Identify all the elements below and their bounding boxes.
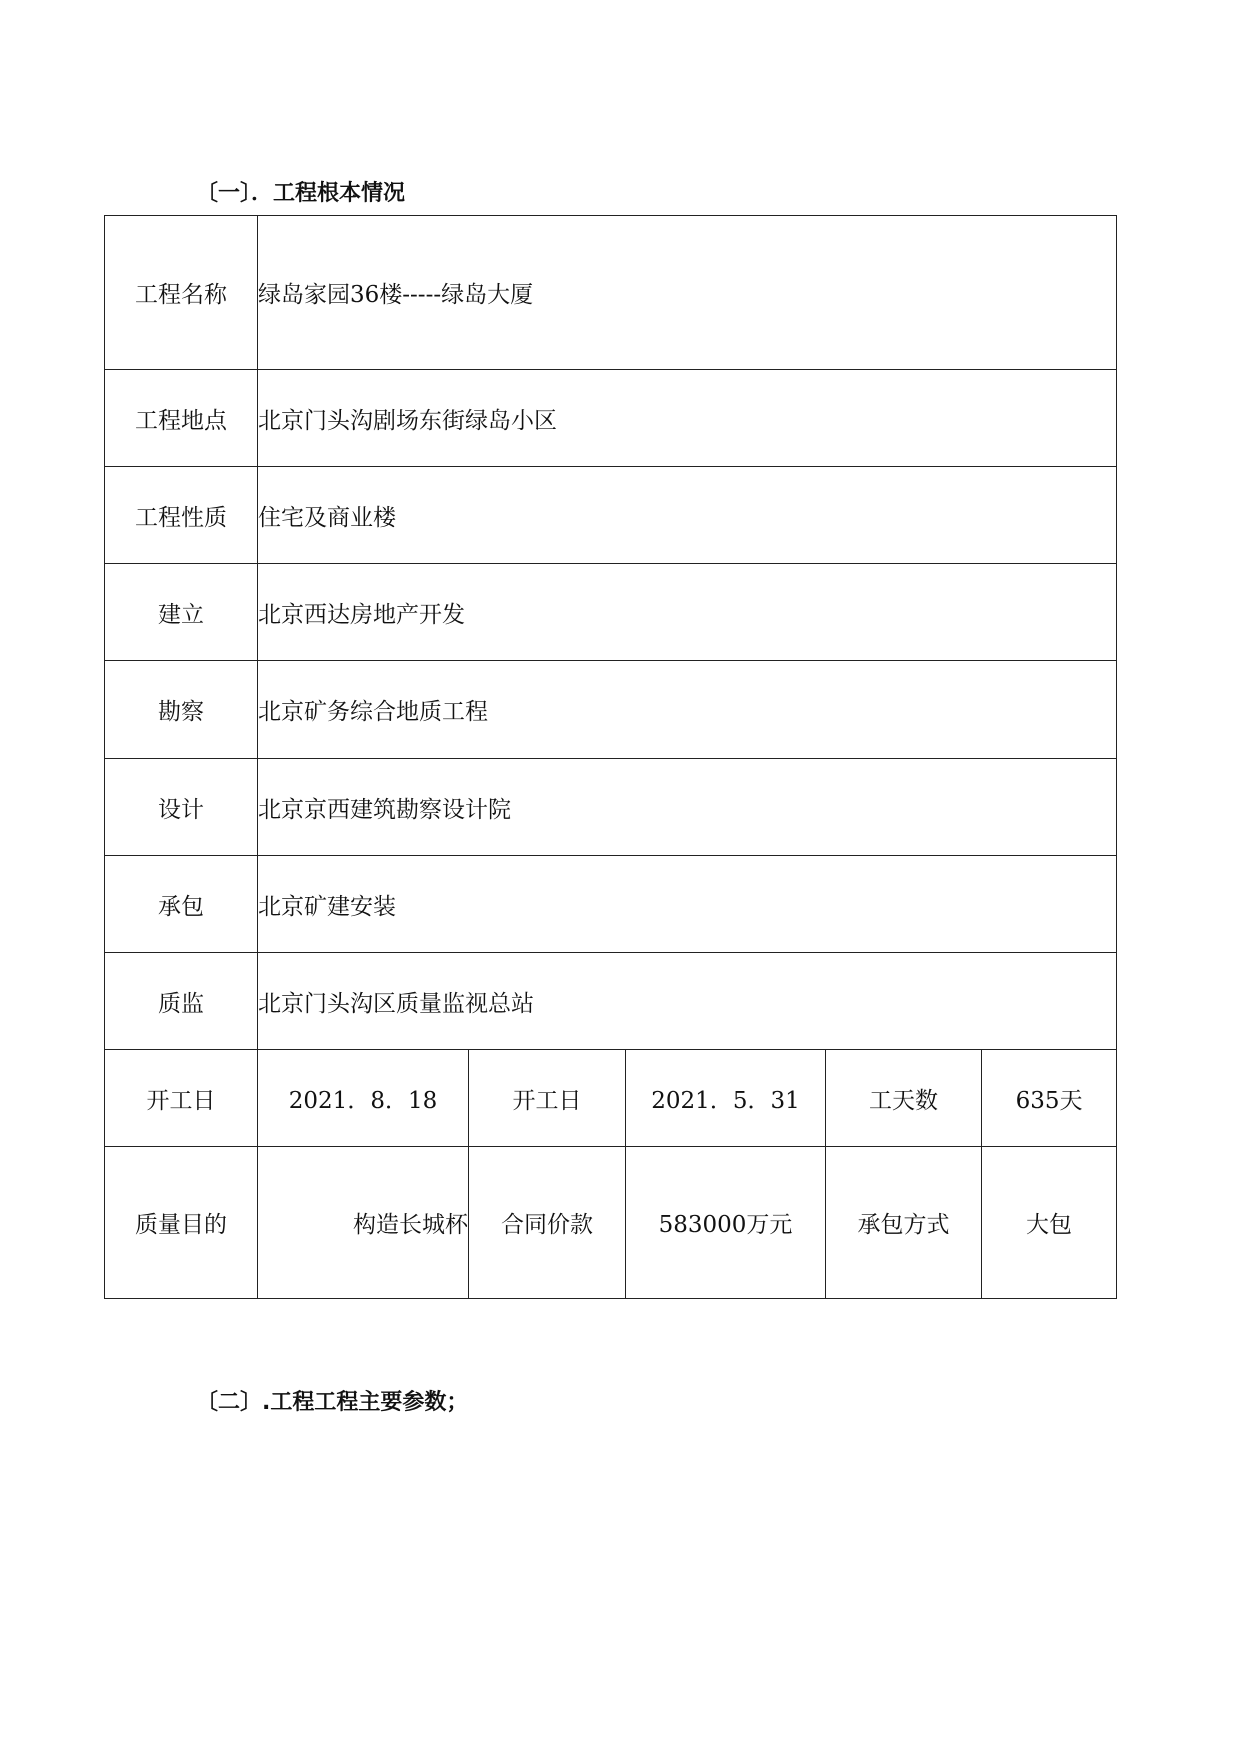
- start-date-label: 开工日: [105, 1050, 258, 1147]
- end-date-value: 2021．5．31: [626, 1050, 826, 1147]
- end-date-label: 开工日: [469, 1050, 626, 1147]
- row-label-project-nature: 工程性质: [105, 467, 258, 564]
- section-1-heading: 〔一〕．工程根本情况: [196, 181, 406, 206]
- table-row: [105, 661, 1117, 759]
- row-label-supervision: 质监: [105, 953, 258, 1050]
- row-value-design: 北京京西建筑勘察设计院: [258, 759, 1117, 856]
- row-value-contractor: 北京矿建安装: [258, 856, 1117, 953]
- table-row: [105, 953, 1117, 1050]
- contract-price-value: 583000万元: [626, 1147, 826, 1299]
- contract-mode-value: 大包: [982, 1147, 1117, 1299]
- project-info-table: [104, 215, 1117, 1299]
- contract-mode-label: 承包方式: [826, 1147, 982, 1299]
- table-row: [105, 467, 1117, 564]
- row-label-developer: 建立: [105, 564, 258, 661]
- table-row: [105, 759, 1117, 856]
- table-row: [105, 370, 1117, 467]
- table-row: [105, 856, 1117, 953]
- row-value-survey: 北京矿务综合地质工程: [258, 661, 1117, 759]
- start-date-value: 2021．8．18: [258, 1050, 469, 1147]
- row-label-survey: 勘察: [105, 661, 258, 759]
- row-value-project-nature: 住宅及商业楼: [258, 467, 1117, 564]
- work-days-value: 635天: [982, 1050, 1117, 1147]
- quality-goal-label: 质量目的: [105, 1147, 258, 1299]
- table-row: [105, 216, 1117, 370]
- row-value-developer: 北京西达房地产开发: [258, 564, 1117, 661]
- schedule-row: [105, 1050, 1117, 1147]
- contract-price-label: 合同价款: [469, 1147, 626, 1299]
- row-value-supervision: 北京门头沟区质量监视总站: [258, 953, 1117, 1050]
- row-value-project-location: 北京门头沟剧场东街绿岛小区: [258, 370, 1117, 467]
- table-row: [105, 564, 1117, 661]
- quality-goal-value: 构造长城杯: [258, 1147, 469, 1299]
- row-label-design: 设计: [105, 759, 258, 856]
- row-label-project-name: 工程名称: [105, 216, 258, 370]
- row-value-project-name: 绿岛家园36楼-----绿岛大厦: [258, 216, 1117, 370]
- work-days-label: 工天数: [826, 1050, 982, 1147]
- row-label-project-location: 工程地点: [105, 370, 258, 467]
- row-label-contractor: 承包: [105, 856, 258, 953]
- contract-row: [105, 1147, 1117, 1299]
- section-2-heading: 〔二〕.工程工程主要参数；: [196, 1390, 469, 1415]
